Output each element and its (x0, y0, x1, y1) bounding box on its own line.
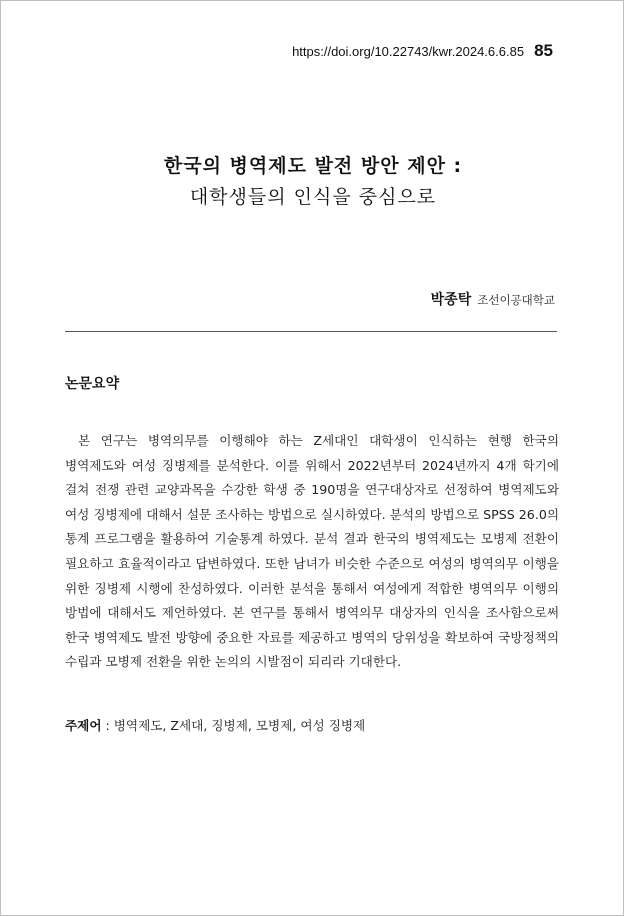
author-name: 박종탁 (430, 292, 472, 308)
author-line (431, 289, 555, 309)
author-affiliation: 조선이공대학교 (477, 293, 555, 307)
doi-link[interactable]: https://doi.org/10.22743/kwr.2024.6.6.85 (292, 44, 525, 59)
divider-rule (65, 331, 557, 332)
keywords-separator: : (101, 718, 114, 733)
title-block (1, 151, 624, 209)
paper-title: 한국의 병역제도 발전 방안 제안 : (163, 155, 463, 177)
keywords-values: 병역제도, Z세대, 징병제, 모병제, 여성 징병제 (113, 718, 366, 733)
keywords-label: 주제어 (65, 718, 102, 733)
paper-subtitle: 대학생들의 인식을 중심으로 (189, 186, 437, 208)
abstract-body: 본 연구는 병역의무를 이행해야 하는 Z세대인 대학생이 인식하는 현행 한국의 병역제도와 여성 징병제를 분석한다. 이를 위해서 2022년부터 2024년까지 4개 학기에 걸쳐 전쟁 관련 교양과목을 수강한 학생 중 190명을 연구대상자로 선정하여 병역제도와 여성 징병제에 대해서 설문 조사하는 방법으로 실시하였다. 분석의 방법으로 SPSS 26.0의 통계 프로그램을 활용하여 기술통계 하였다. 분석 결과 한국의 병역제도는 모병제 전환이 필요하고 효율적이라고 답변하였다. 또한 남녀가 비슷한 수준으로 여성의 병역의무 이행을 위한 징병제 시행에 찬성하였다. 이러한 분석을 통해서 여성에게 적합한 병역의무 이행의 방법에 대해서도 제언하였다. 본 연구를 통해서 병역의무 대상자의 인식을 조사함으로써 한국 병역제도 발전 방향에 중요한 자료를 제공하고 병역의 당위성을 확보하여 국방정책의 수립과 모병제 전환을 위한 논의의 시발점이 되리라 기대한다. (65, 433, 559, 670)
page-header (292, 41, 553, 61)
keywords-line (65, 715, 559, 734)
page-number: 85 (534, 41, 553, 60)
abstract-heading: 논문요약 (65, 376, 120, 392)
